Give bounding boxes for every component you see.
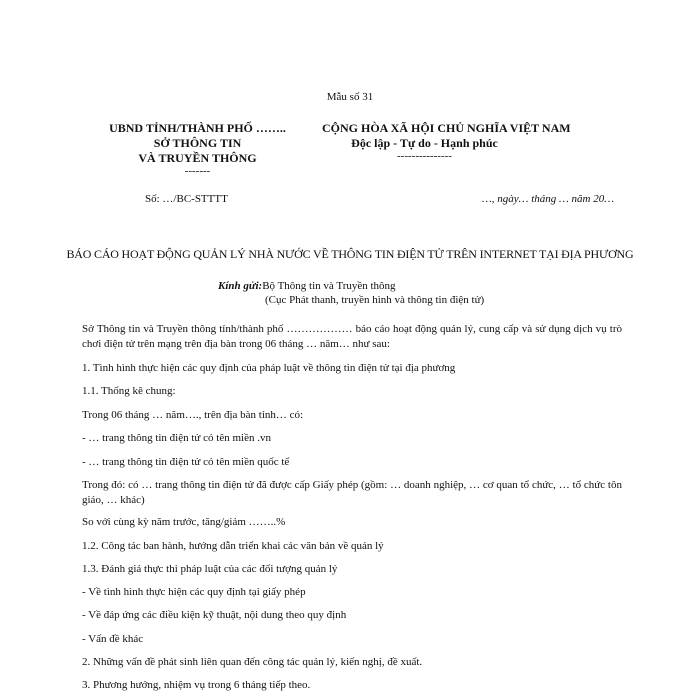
year-over-year-line: So với cùng kỳ năm trước, tăng/giảm ……..% <box>82 516 286 528</box>
recipient-subunit: (Cục Phát thanh, truyền hình và thông tin điện tử) <box>265 294 485 306</box>
evaluation-item-technical: - Về đáp ứng các điều kiện kỹ thuật, nội dung theo quy định <box>82 609 347 621</box>
national-motto: Độc lập - Tự do - Hạnh phúc <box>351 136 498 150</box>
national-header <box>322 121 571 162</box>
report-title: BÁO CÁO HOẠT ĐỘNG QUẢN LÝ NHÀ NƯỚC VỀ THÔNG TIN ĐIỆN TỬ TRÊN INTERNET TẠI ĐỊA PHƯƠNG <box>66 247 634 261</box>
section-1-1-heading: 1.1. Thống kê chung: <box>82 385 176 397</box>
statistics-vn-domain-line: - … trang thông tin điện tử có tên miền .vn <box>82 432 271 444</box>
section-2-heading: 2. Những vấn đề phát sinh liên quan đến công tác quản lý, kiến nghị, đề xuất. <box>82 656 423 668</box>
statistics-period-line: Trong 06 tháng … năm…., trên địa bàn tỉnh… có: <box>82 409 304 421</box>
form-number: Mẫu số 31 <box>326 91 374 103</box>
section-1-3-heading: 1.3. Đánh giá thực thi pháp luật của các đối tượng quản lý <box>82 563 338 575</box>
agency-divider: ------- <box>184 165 211 177</box>
document-number: Số: …/BC-STTTT <box>145 193 228 205</box>
issuing-agency-header <box>90 121 305 177</box>
national-divider: --------------- <box>397 150 452 162</box>
national-title: CỘNG HÒA XÃ HỘI CHỦ NGHĨA VIỆT NAM <box>322 121 571 135</box>
section-3-heading: 3. Phương hướng, nhiệm vụ trong 6 tháng tiếp theo. <box>82 679 311 691</box>
agency-line-department-cont: VÀ TRUYỀN THÔNG <box>138 151 257 165</box>
agency-line-department: SỞ THÔNG TIN <box>153 136 242 150</box>
evaluation-item-other: - Vấn đề khác <box>82 633 144 645</box>
statistics-intl-domain-line: - … trang thông tin điện tử có tên miền quốc tế <box>82 456 290 468</box>
section-1-heading: 1. Tình hình thực hiện các quy định của pháp luật về thông tin điện tử tại địa phương <box>82 362 456 374</box>
agency-line-province: UBND TỈNH/THÀNH PHỐ …….. <box>109 121 286 135</box>
licensed-sites-paragraph: Trong đó: có … trang thông tin điện tử đã được cấp Giấy phép (gồm: … doanh nghiệp, … cơ quan tổ chức, … tổ chức tôn giáo, … khác) <box>82 479 622 506</box>
recipient-line <box>218 280 396 292</box>
date-line: …, ngày… tháng … năm 20… <box>482 193 615 205</box>
section-1-2-heading: 1.2. Công tác ban hành, hướng dẫn triển khai các văn bản về quản lý <box>82 540 384 552</box>
recipient-label: Kính gửi: <box>218 280 263 292</box>
evaluation-item-license: - Về tình hình thực hiện các quy định tại giấy phép <box>82 586 306 598</box>
intro-paragraph: Sở Thông tin và Truyền thông tỉnh/thành phố ……………… báo cáo hoạt động quản lý, cung cấp và sử dụng dịch vụ trò chơi điện tử trên mạng trên địa bàn trong 06 tháng … năm… như sau: <box>82 323 622 350</box>
recipient-name: Bộ Thông tin và Truyền thông <box>262 280 396 292</box>
